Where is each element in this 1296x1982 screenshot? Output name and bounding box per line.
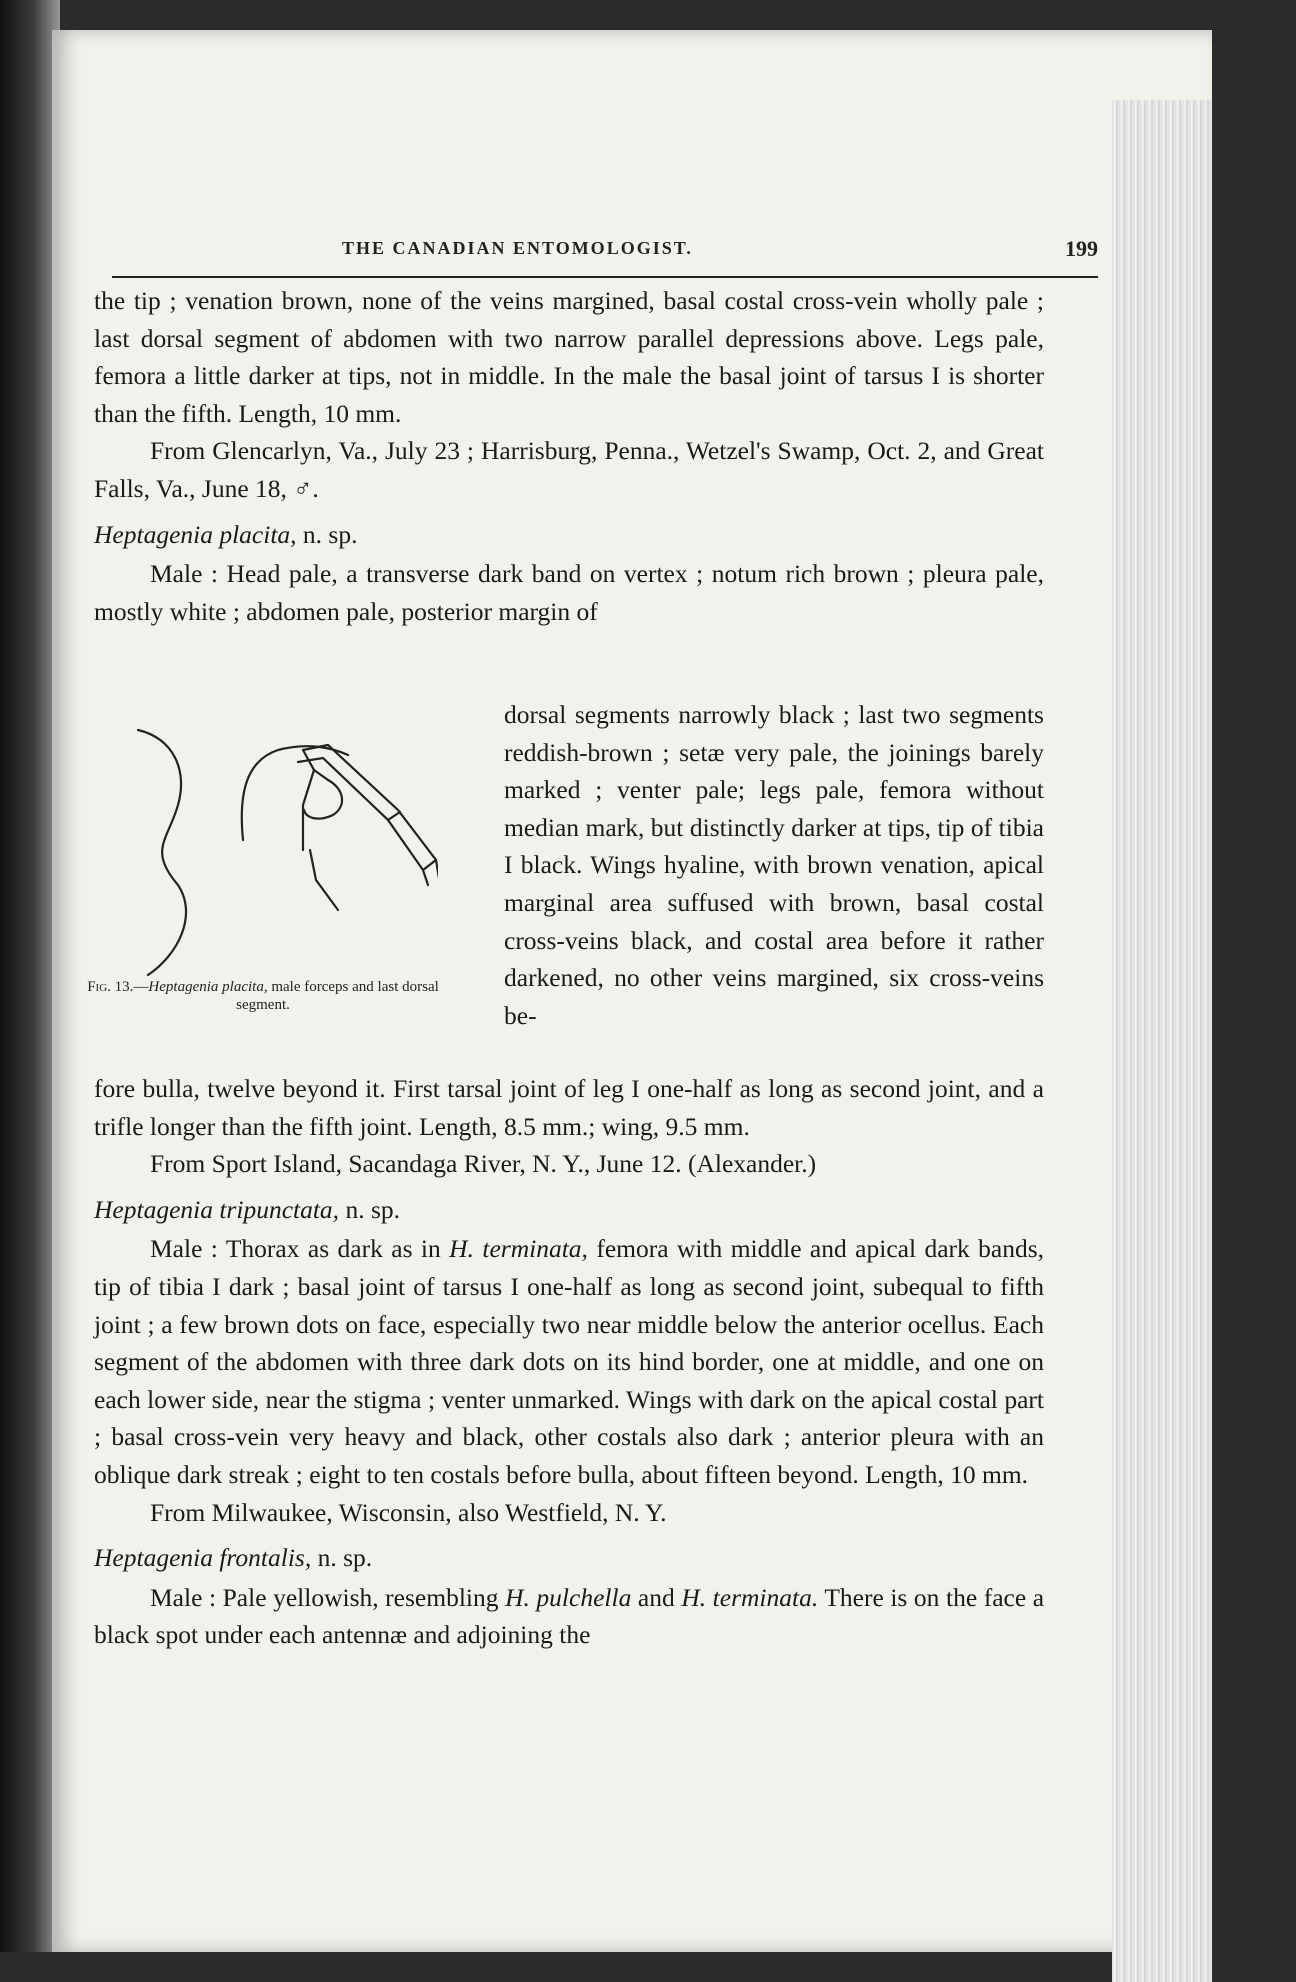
male-label: Male : Pale yellowish, resembling <box>150 1582 499 1612</box>
reference-species: H. terminata, <box>449 1234 588 1264</box>
species-heading-frontalis <box>94 1539 1044 1577</box>
paragraph-placita-lead: Male : Head pale, a transverse dark band on vertex ; notum rich brown ; pleura pale, mostly white ; abdomen pale, posterior margin of <box>94 559 1044 626</box>
species-heading-placita <box>94 516 1044 554</box>
species-suffix: n. sp. <box>302 519 358 549</box>
reference-species-1: H. pulchella <box>505 1582 632 1612</box>
species-name: Heptagenia tripunctata, <box>94 1194 340 1224</box>
paragraph-continued: the tip ; venation brown, none of the veins margined, basal costal cross-vein wholly pale ; last dorsal segment of abdomen with two narrow parallel depressions above. Legs pale, femora a little darker at tips, not in middle. In the male the basal joint of tarsus I is shorter than the fifth. Length, 10 mm. <box>94 286 1044 428</box>
paragraph-locality: From Glencarlyn, Va., July 23 ; Harrisburg, Penna., Wetzel's Swamp, Oct. 2, and Great Falls, Va., June 18, ♂. <box>94 436 1044 503</box>
text-block-top <box>94 282 1044 630</box>
reference-species-2: H. terminata. <box>681 1582 819 1612</box>
forceps-illustration <box>118 710 438 980</box>
caption-number: Fig. 13.— <box>87 979 149 995</box>
conjunction: and <box>637 1582 675 1612</box>
species-name: Heptagenia frontalis, <box>94 1543 312 1573</box>
species-suffix: n. sp. <box>345 1194 400 1224</box>
paragraph-placita-wrap: dorsal segments narrowly black ; last two segments reddish-brown ; setæ very pale, the joinings barely marked ; venter pale; legs pale, femora without median mark, but distinctly darker at tips, tip of tibia I black. Wings hyaline, with brown venation, apical marginal area suffused with brown, basal costal cross-veins black, and costal area before it rather darkened, no other veins margined, six cross-veins be- <box>504 700 1044 1030</box>
male-label: Male : Thorax as dark as in <box>150 1234 441 1264</box>
caption-text: male forceps and last dorsal segment. <box>236 979 439 1013</box>
figure-wrap-text <box>504 696 1044 1034</box>
species-suffix: n. sp. <box>317 1543 373 1573</box>
paragraph-tripunctata-locality: From Milwaukee, Wisconsin, also Westfield, N. Y. <box>150 1497 667 1527</box>
page-edges <box>1112 100 1212 1982</box>
page-header <box>112 226 1098 278</box>
figure-13 <box>78 710 448 1040</box>
book-page <box>52 30 1212 1952</box>
paragraph-frontalis <box>94 1579 1044 1654</box>
paragraph-placita-locality: From Sport Island, Sacandaga River, N. Y., June 12. (Alexander.) <box>150 1149 817 1179</box>
figure-caption <box>78 978 448 1014</box>
paragraph-tripunctata <box>94 1230 1044 1493</box>
species-heading-tripunctata <box>94 1191 1044 1229</box>
text-block-bottom <box>94 1070 1044 1654</box>
paragraph-placita-continued: fore bulla, twelve beyond it. First tarsal joint of leg I one-half as long as second joint, and a trifle longer than the fifth joint. Length, 8.5 mm.; wing, 9.5 mm. <box>94 1074 1044 1141</box>
running-head: THE CANADIAN ENTOMOLOGIST. <box>342 238 693 258</box>
page-number: 199 <box>1065 236 1098 261</box>
description-text: femora with middle and apical dark bands, tip of tibia I dark ; basal joint of tarsus I one-half as long as second joint, subequal to fifth joint ; a few brown dots on face, especially two near middle below the anterior ocellus. Each segment of the abdomen with three dark dots on its hind border, one at middle, and one on each lower side, near the stigma ; venter unmarked. Wings with dark on the apical costal part ; basal cross-vein very heavy and black, other costals also dark ; anterior pleura with an oblique dark streak ; eight to ten costals before bulla, about fifteen beyond. Length, 10 mm. <box>94 1234 1045 1489</box>
species-name: Heptagenia placita, <box>94 519 297 549</box>
description-text: There is on the face a black spot under each antennæ and adjoining the <box>94 1582 1045 1650</box>
book-gutter-shadow <box>0 0 60 1952</box>
caption-species: Heptagenia placita, <box>148 979 268 995</box>
